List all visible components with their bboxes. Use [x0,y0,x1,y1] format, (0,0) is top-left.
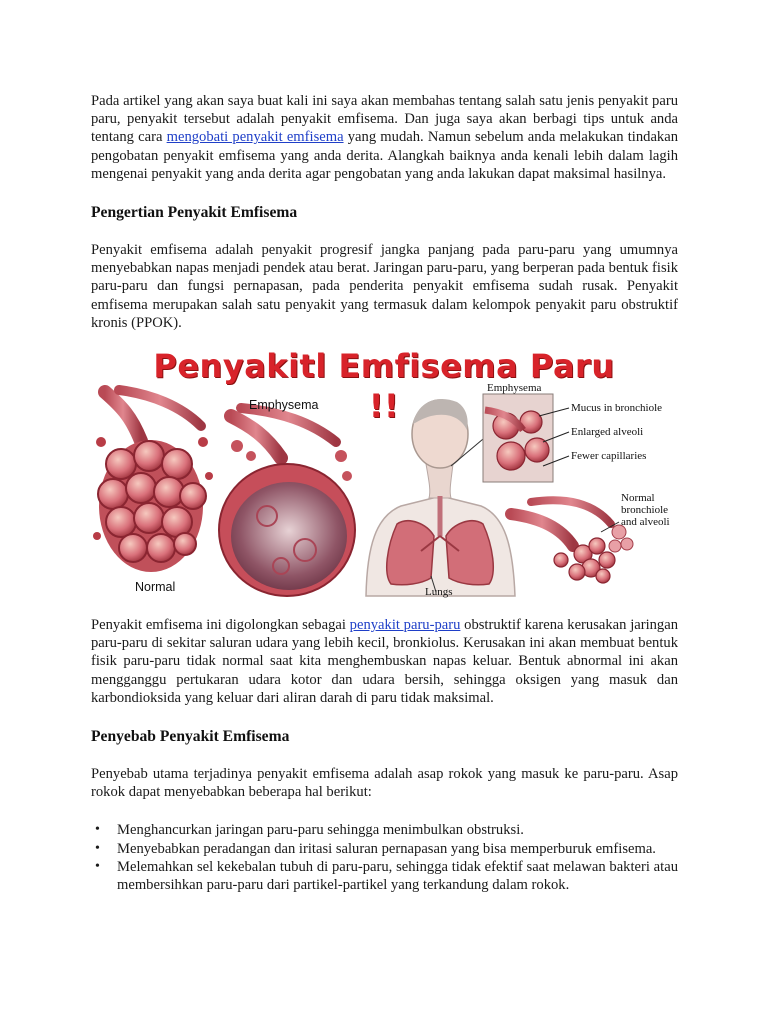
section-heading-penyebab: Penyebab Penyakit Emfisema [91,728,290,746]
list-item: • Menyebabkan peradangan dan iritasi saluran pernapasan yang bisa memperburuk emfisema. [117,840,678,858]
document-page [91,92,678,894]
link-penyakit-paru-paru[interactable]: penyakit paru-paru [349,617,461,634]
label-emphysema-right: Emphysema [487,382,542,395]
label-fewer-capillaries: Fewer capillaries [571,450,647,463]
label-normal: Normal [135,580,176,595]
normal-detail-drawing [511,500,633,583]
intro-text-2: yang mudah. Namun sebelum anda melakukan tindakan pengobatan penyakit emfisema yang anda derita. Alangkah baiknya anda kenali lebih dalam lagih mengenai penyakit yang anda derita agar pengobatan yang anda lakukan dapat maksimal hasilnya. [91,129,678,182]
intro-text-1: Pada artikel yang akan saya buat kali ini saya akan membahas tentang salah satu jenis penyakit paru paru, penyakit tersebut adalah penyakit emfisema. Dan juga saya akan berbagi tips untuk anda tentang cara [91,93,678,146]
emphysema-alveoli-drawing [219,408,355,596]
penyebab-bullet-list [91,821,678,894]
label-lungs: Lungs [425,586,453,599]
penyebab-paragraph: Penyebab utama terjadinya penyakit emfisema adalah asap rokok yang masuk ke paru-paru. Asap rokok dapat menyebabkan beberapa hal berikut: [91,766,678,801]
list-item: • Menghancurkan jaringan paru-paru sehingga menimbulkan obstruksi. [117,821,678,839]
label-emphysema-left: Emphysema [249,398,319,413]
obstruktif-text-2: obstruktif karena kerusakan jaringan paru-paru di sekitar saluran udara yang lebih kecil, bronkiolus. Kerusakan ini akan membuat bentuk fisik paru-paru tidak normal saat kita menghembuskan napas keluar. Bentuk abnormal ini akan mengganggu pertukaran udara kotor dan udara bersih, sehingga oksigen yang masuk dan karbondioksida yang keluar dari aliran darah di paru tidak maksimal. [91,617,679,706]
emphysema-illustration [91,346,678,600]
pengertian-paragraph: Penyakit emfisema adalah penyakit progresif jangka panjang pada paru-paru yang umumnya menyebabkan napas menjadi pendek atau berat. Jaringan paru-paru, yang berperan pada bentuk fisik paru-paru dan fungsi pernapasan, pada penderita penyakit emfisema sudah rusak. Penyakit emfisema merupakan salah satu penyakit yang termasuk dalam kelompok penyakit paru obstruktif kronis (PPOK). [91,242,678,331]
section-heading-pengertian: Pengertian Penyakit Emfisema [91,204,298,222]
label-normal-bronchiole-alveoli: Normal bronchiole and alveoli [621,492,670,529]
illustration-title: Penyakitl Emfisema Paru !! [153,347,615,426]
obstruktif-text-1: Penyakit emfisema ini digolongkan sebagai [91,617,350,634]
link-mengobati-emfisema[interactable]: mengobati penyakit emfisema [166,129,344,146]
list-item: • Melemahkan sel kekebalan tubuh di paru-paru, sehingga tidak efektif saat melawan bakteri atau membersihkan paru-paru dari partikel-partikel yang terkandung dalam rokok. [117,858,678,894]
intro-paragraph [91,92,678,183]
label-enlarged-alveoli: Enlarged alveoli [571,426,644,439]
obstruktif-paragraph [91,616,678,707]
label-mucus-in-bronchiole: Mucus in bronchiole [571,402,663,415]
